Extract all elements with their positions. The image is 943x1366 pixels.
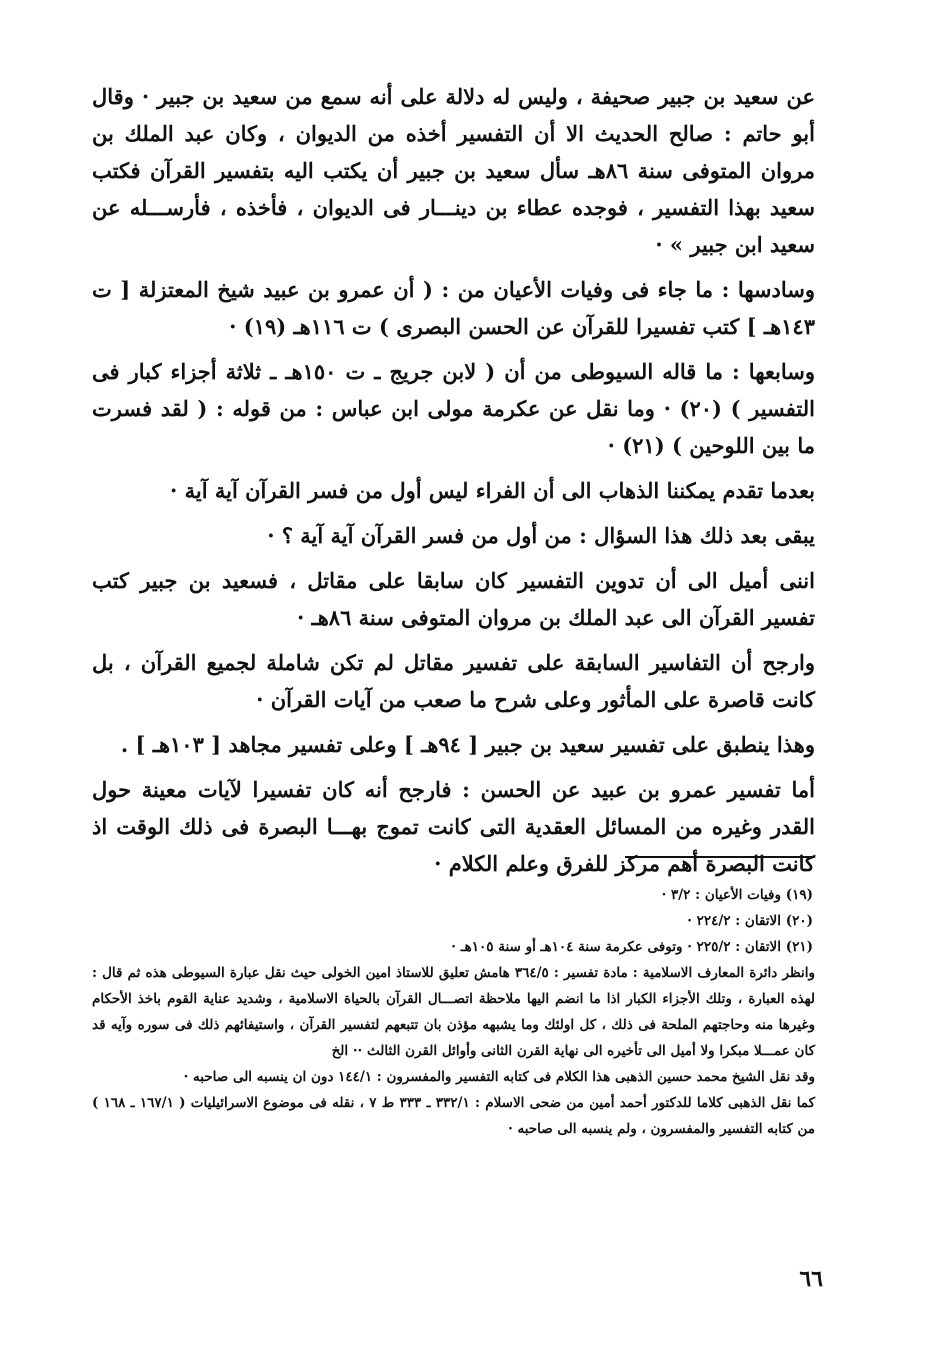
main-text: [92, 78, 815, 882]
footnote-divider: [625, 856, 815, 858]
page-number: ٦٦: [799, 1266, 823, 1292]
paragraph-3-text: ما قاله السيوطى من أن ( لابن جريج ـ ت ١٥٠هـ ـ ثلاثة أجزاء كبار فى التفسير ) (٢٠) · وما نقل عن عكرمة مولى ابن عباس : من قوله : ( لقد فسرت ما بين اللوحين ) (٢١) ·: [92, 359, 815, 458]
paragraph-2: [92, 271, 815, 345]
footnote-paragraph-2: وقد نقل الشيخ محمد حسين الذهبى هذا الكلام فى كتابه التفسير والمفسرون : ١٤٤/١ دون ان ينسبه الى صاحبه ·: [183, 1069, 815, 1085]
footnote-paragraph-3: كما نقل الذهبى كلاما للدكتور أحمد أمين من ضحى الاسلام : ٣٣٢/١ ـ ٣٣٣ ط ٧ ، نقله فى موضوع الاسرائيليات ( ١٦٧/١ ـ ١٦٨ ) من كتابه التفسير والمفسرون ، ولم ينسبه الى صاحبه ·: [92, 1095, 816, 1137]
paragraph-9: أما تفسير عمرو بن عبيد عن الحسن : فارجح أنه كان تفسيرا لآيات معينة حول القدر وغيره من المسائل العقدية التى كانت تموج بهـــا البصرة فى ذلك الوقت اذ كانت البصرة أهم مركز للفرق وعلم الكلام ·: [92, 777, 815, 876]
paragraph-5: يبقى بعد ذلك هذا السؤال : من أول من فسر القرآن آية آية ؟ ·: [267, 523, 815, 548]
footnote-paragraph-1: وانظر دائرة المعارف الاسلامية : مادة تفسير : ٣٦٤/٥ هامش تعليق للاستاذ امين الخولى حيث نقل عبارة السيوطى هذه ثم قال : لهذه العبارة ، وتلك الأجزاء الكبار اذا ما انضم اليها ملاحظة اتصـــال القرآن بالحياة الاسلامية ، وشديد عناية القوم باخذ الأحكام وغيرها منه وحاجتهم الملحة فى ذلك ، كل اولئك وما يشبهه مؤذن بان تتبعهم لتفسير القرآن ، واستيفائهم ذلك فى سوره وآيه قد كان عمـــلا مبكرا ولا أميل الى تأخيره الى نهاية القرن الثانى وأوائل القرن الثالث ·· الخ: [92, 965, 815, 1059]
paragraph-6: اننى أميل الى أن تدوين التفسير كان سابقا على مقاتل ، فسعيد بن جبير كتب تفسير القرآن الى عبد الملك بن مروان المتوفى سنة ٨٦هـ ·: [92, 568, 815, 630]
paragraph-3-lead: وسابعها :: [732, 359, 815, 384]
paragraph-4: بعدما تقدم يمكننا الذهاب الى أن الفراء ليس أول من فسر القرآن آية آية ·: [169, 478, 815, 503]
paragraph-2-text: ما جاء فى وفيات الأعيان من : ( أن عمرو بن عبيد شيخ المعتزلة [ ت ١٤٣هـ ] كتب تفسيرا للقرآن عن الحسن البصرى ) ت ١١٦هـ (١٩) ·: [92, 277, 815, 339]
footnote-19: (١٩) وفيات الأعيان : ٣/٢ ·: [661, 887, 813, 903]
footnote-21: (٢١) الاتقان : ٢٢٥/٢ · وتوفى عكرمة سنة ١٠٤هـ أو سنة ١٠٥هـ ·: [451, 939, 813, 955]
paragraph-7: وارجح أن التفاسير السابقة على تفسير مقاتل لم تكن شاملة لجميع القرآن ، بل كانت قاصرة على المأثور وعلى شرح ما صعب من آيات القرآن ·: [92, 650, 815, 712]
paragraph-3: [92, 353, 815, 464]
footnotes: [92, 882, 815, 1142]
paragraph-1: عن سعيد بن جبير صحيفة ، وليس له دلالة على أنه سمع من سعيد بن جبير · وقال أبو حاتم : صالح الحديث الا أن التفسير أخذه من الديوان ، وكان عبد الملك بن مروان المتوفى سنة ٨٦هـ سأل سعيد بن جبير أن يكتب اليه بتفسير القرآن فكتب سعيد بهذا التفسير ، فوجده عطاء بن دينـــار فى الديوان ، فأخذه ، فأرســـله عن سعيد ابن جبير » ·: [92, 84, 815, 257]
paragraph-2-lead: وسادسها :: [721, 277, 815, 302]
paragraph-8: وهذا ينطبق على تفسير سعيد بن جبير [ ٩٤هـ ] وعلى تفسير مجاهد [ ١٠٣هـ ] .: [120, 732, 815, 757]
footnote-20: (٢٠) الاتقان : ٢٢٤/٢ ·: [687, 913, 813, 929]
